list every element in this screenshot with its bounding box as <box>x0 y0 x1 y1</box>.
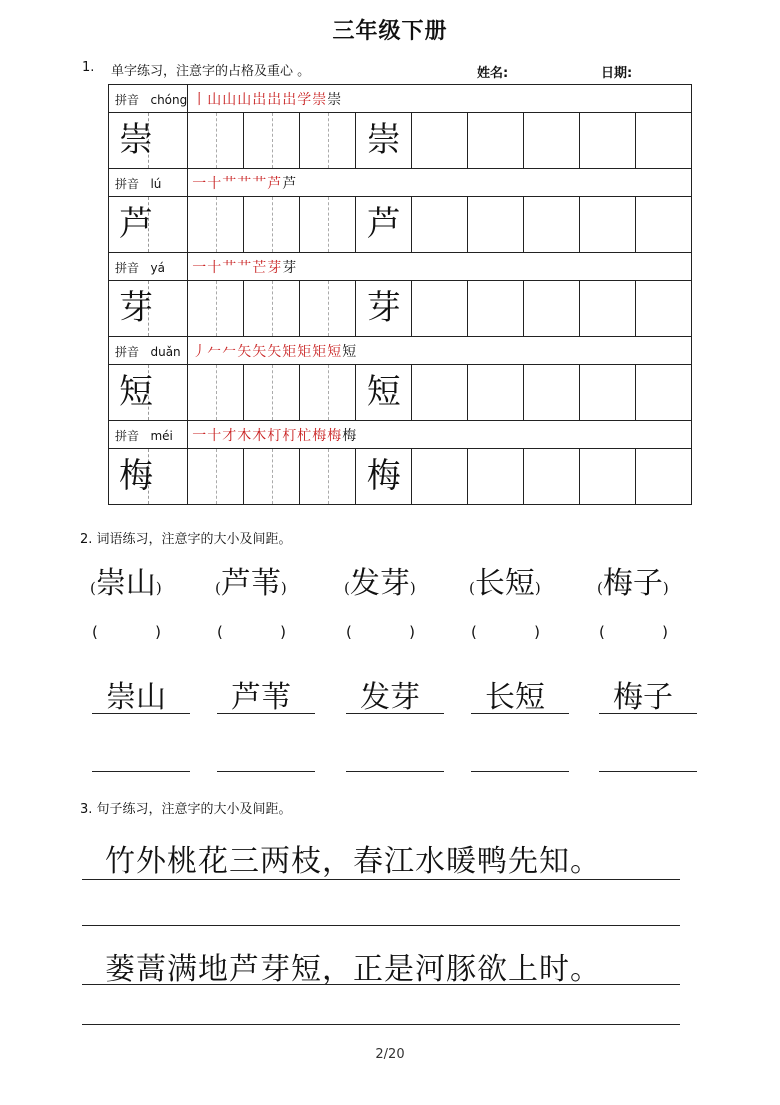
pinyin-cell <box>109 337 188 365</box>
word-model <box>597 558 669 602</box>
paren-close: ) <box>662 579 669 597</box>
section1-number: 1. <box>82 60 95 75</box>
model-character: 崇 <box>119 120 153 160</box>
stroke-step: 矩 <box>312 343 328 360</box>
stroke-step: 山 <box>237 91 253 108</box>
copy-character: 崇 <box>366 120 401 160</box>
pinyin-cell <box>109 169 188 197</box>
word-model <box>215 558 287 602</box>
writing-cell[interactable] <box>636 281 692 337</box>
writing-cell[interactable] <box>580 197 636 253</box>
word-writing-line[interactable] <box>599 771 697 772</box>
section2-heading: 2. 词语练习，注意字的大小及间距。 <box>80 532 292 547</box>
writing-cell[interactable] <box>412 113 468 169</box>
model-character: 芦 <box>119 204 153 244</box>
paren-open: ( <box>344 579 350 597</box>
stroke-step: 岀 <box>282 91 298 108</box>
stroke-step: 艹 <box>252 175 268 192</box>
stroke-step: 艹 <box>222 175 238 192</box>
stroke-step: 十 <box>207 259 223 276</box>
word-underline <box>92 713 190 714</box>
model-cell <box>148 281 188 337</box>
pinyin-label: 拼音 <box>115 429 140 443</box>
pinyin-label: 拼音 <box>115 177 140 191</box>
paren-open: ( <box>597 579 603 597</box>
writing-cell[interactable] <box>468 449 524 505</box>
practice-cell[interactable] <box>188 281 244 337</box>
stroke-step: 丨 <box>192 91 208 108</box>
copy-cell <box>356 113 412 169</box>
model-cell <box>148 449 188 505</box>
word-trace: 发芽 <box>360 680 420 715</box>
date-label: 日期: <box>601 66 633 81</box>
stroke-step: 木 <box>252 427 268 444</box>
pinyin-text: lú <box>150 177 162 191</box>
stroke-step: 芽 <box>282 259 298 276</box>
writing-cell[interactable] <box>524 365 580 421</box>
writing-cell[interactable] <box>580 281 636 337</box>
model-cell <box>109 113 153 169</box>
pinyin-blank[interactable]: ( ) <box>599 623 668 641</box>
section1-heading: 单字练习，注意字的占格及重心 。 <box>111 64 311 79</box>
stroke-step: 梅 <box>327 427 343 444</box>
section3-heading: 3. 句子练习，注意字的大小及间距。 <box>80 802 292 817</box>
stroke-step: 梅 <box>312 427 328 444</box>
practice-cell[interactable] <box>188 197 244 253</box>
stroke-step: 短 <box>327 343 343 360</box>
practice-cell[interactable] <box>188 365 244 421</box>
stroke-step: 艹 <box>222 259 238 276</box>
word-text: 崇山 <box>95 566 156 601</box>
paren-open: ( <box>90 579 96 597</box>
stroke-step: 岀 <box>252 91 268 108</box>
copy-cell <box>356 197 412 253</box>
practice-cell[interactable] <box>244 281 300 337</box>
stroke-step: 芽 <box>267 259 283 276</box>
stroke-step: 矢 <box>252 343 268 360</box>
writing-cell[interactable] <box>524 449 580 505</box>
stroke-step: 𠂉 <box>222 343 238 360</box>
stroke-step: 学 <box>297 91 313 108</box>
stroke-order-cell <box>188 253 692 281</box>
paren-close: ) <box>280 579 287 597</box>
stroke-step: 岀 <box>267 91 283 108</box>
writing-cell[interactable] <box>412 197 468 253</box>
practice-cell[interactable] <box>244 365 300 421</box>
writing-cell[interactable] <box>524 113 580 169</box>
writing-cell[interactable] <box>580 449 636 505</box>
stroke-step: 芦 <box>282 175 298 192</box>
stroke-step: 朾 <box>267 427 283 444</box>
pinyin-text: duǎn <box>150 345 181 359</box>
stroke-order <box>188 260 297 276</box>
word-text: 芦苇 <box>220 566 281 601</box>
model-cell <box>109 197 153 253</box>
stroke-step: 矢 <box>237 343 253 360</box>
writing-cell[interactable] <box>636 449 692 505</box>
copy-character: 芦 <box>366 204 401 244</box>
pinyin-text: yá <box>150 261 165 275</box>
stroke-order-cell <box>188 85 692 113</box>
model-cell <box>109 449 153 505</box>
practice-cell[interactable] <box>244 113 300 169</box>
word-underline <box>599 713 697 714</box>
copy-character: 芽 <box>366 288 401 328</box>
stroke-step: 山 <box>207 91 223 108</box>
copy-character: 梅 <box>366 456 401 496</box>
model-character: 梅 <box>119 456 153 496</box>
model-cell <box>148 197 188 253</box>
stroke-step: 一 <box>192 259 208 276</box>
stroke-step: 崇 <box>327 91 343 108</box>
paren-close: ) <box>155 579 162 597</box>
model-character: 芽 <box>119 288 153 328</box>
writing-cell[interactable] <box>468 365 524 421</box>
writing-line <box>82 984 680 985</box>
word-writing-line[interactable] <box>217 771 315 772</box>
model-cell <box>148 365 188 421</box>
stroke-step: 艹 <box>237 259 253 276</box>
writing-cell[interactable] <box>636 197 692 253</box>
stroke-step: 木 <box>237 427 253 444</box>
writing-cell[interactable] <box>412 365 468 421</box>
stroke-step: 矢 <box>267 343 283 360</box>
pinyin-blank[interactable]: ( ) <box>471 623 540 641</box>
paren-close: ) <box>409 579 416 597</box>
paren-open: ( <box>469 579 475 597</box>
stroke-order-cell <box>188 421 692 449</box>
practice-cell[interactable] <box>244 197 300 253</box>
practice-cell[interactable] <box>244 449 300 505</box>
stroke-order-cell <box>188 337 692 365</box>
practice-cell[interactable] <box>300 113 356 169</box>
writing-cell[interactable] <box>412 281 468 337</box>
pinyin-text: méi <box>150 429 173 443</box>
pinyin-cell <box>109 85 188 113</box>
writing-line <box>82 1024 680 1025</box>
stroke-step: 一 <box>192 427 208 444</box>
paren-open: ( <box>215 579 221 597</box>
practice-cell[interactable] <box>188 449 244 505</box>
writing-cell[interactable] <box>524 197 580 253</box>
copy-cell <box>356 281 412 337</box>
paren-close: ) <box>534 579 541 597</box>
practice-cell[interactable] <box>300 365 356 421</box>
stroke-step: 芦 <box>267 175 283 192</box>
stroke-order <box>188 92 342 108</box>
stroke-step: 十 <box>207 175 223 192</box>
practice-cell[interactable] <box>300 197 356 253</box>
writing-cell[interactable] <box>524 281 580 337</box>
pinyin-cell <box>109 421 188 449</box>
stroke-step: 山 <box>222 91 238 108</box>
sentence-2: 蒌蒿满地芦芽短，正是河豚欲上时。 <box>105 952 601 987</box>
word-text: 长短 <box>474 566 535 601</box>
word-underline <box>217 713 315 714</box>
stroke-order <box>188 344 357 360</box>
word-model <box>90 558 162 602</box>
word-writing-line[interactable] <box>92 771 190 772</box>
copy-character: 短 <box>366 372 401 412</box>
writing-cell[interactable] <box>468 281 524 337</box>
writing-cell[interactable] <box>580 365 636 421</box>
practice-cell[interactable] <box>300 449 356 505</box>
pinyin-text: chóng <box>150 93 188 107</box>
stroke-order <box>188 428 357 444</box>
character-practice-grid <box>108 84 692 505</box>
word-trace: 芦苇 <box>231 680 291 715</box>
pinyin-blank[interactable]: ( ) <box>346 623 415 641</box>
copy-cell <box>356 365 412 421</box>
stroke-step: 芒 <box>252 259 268 276</box>
stroke-step: 𠂉 <box>207 343 223 360</box>
model-cell <box>148 113 188 169</box>
stroke-step: 矩 <box>282 343 298 360</box>
stroke-step: 矩 <box>297 343 313 360</box>
pinyin-label: 拼音 <box>115 261 140 275</box>
word-writing-line[interactable] <box>346 771 444 772</box>
writing-cell[interactable] <box>580 113 636 169</box>
writing-cell[interactable] <box>468 113 524 169</box>
model-cell <box>109 281 153 337</box>
writing-cell[interactable] <box>412 449 468 505</box>
word-model <box>344 558 416 602</box>
name-label: 姓名: <box>477 66 509 81</box>
word-model <box>469 558 541 602</box>
stroke-step: 一 <box>192 175 208 192</box>
stroke-step: 十 <box>207 427 223 444</box>
word-underline <box>471 713 569 714</box>
stroke-step: 短 <box>342 343 358 360</box>
page-number: 2/20 <box>375 1047 405 1062</box>
word-trace: 梅子 <box>613 680 673 715</box>
word-underline <box>346 713 444 714</box>
writing-cell[interactable] <box>468 197 524 253</box>
word-text: 发芽 <box>349 566 410 601</box>
pinyin-blank[interactable]: ( ) <box>92 623 161 641</box>
practice-cell[interactable] <box>188 113 244 169</box>
copy-cell <box>356 449 412 505</box>
writing-cell[interactable] <box>636 113 692 169</box>
stroke-step: 艹 <box>237 175 253 192</box>
writing-line <box>82 879 680 880</box>
stroke-order <box>188 176 297 192</box>
word-trace: 崇山 <box>106 680 166 715</box>
stroke-order-cell <box>188 169 692 197</box>
word-trace: 长短 <box>485 680 545 715</box>
stroke-step: 才 <box>222 427 238 444</box>
writing-line <box>82 925 680 926</box>
word-writing-line[interactable] <box>471 771 569 772</box>
practice-cell[interactable] <box>300 281 356 337</box>
stroke-step: 朾 <box>282 427 298 444</box>
model-cell <box>109 365 153 421</box>
page-title: 三年级下册 <box>332 19 448 44</box>
sentence-1: 竹外桃花三两枝，春江水暖鸭先知。 <box>105 844 601 879</box>
stroke-step: 梅 <box>342 427 358 444</box>
stroke-step: 杧 <box>297 427 313 444</box>
model-character: 短 <box>119 372 153 412</box>
pinyin-cell <box>109 253 188 281</box>
pinyin-blank[interactable]: ( ) <box>217 623 286 641</box>
writing-cell[interactable] <box>636 365 692 421</box>
word-text: 梅子 <box>602 566 663 601</box>
pinyin-label: 拼音 <box>115 345 140 359</box>
stroke-step: 崇 <box>312 91 328 108</box>
pinyin-label: 拼音 <box>115 93 140 107</box>
stroke-step: 丿 <box>192 343 208 360</box>
